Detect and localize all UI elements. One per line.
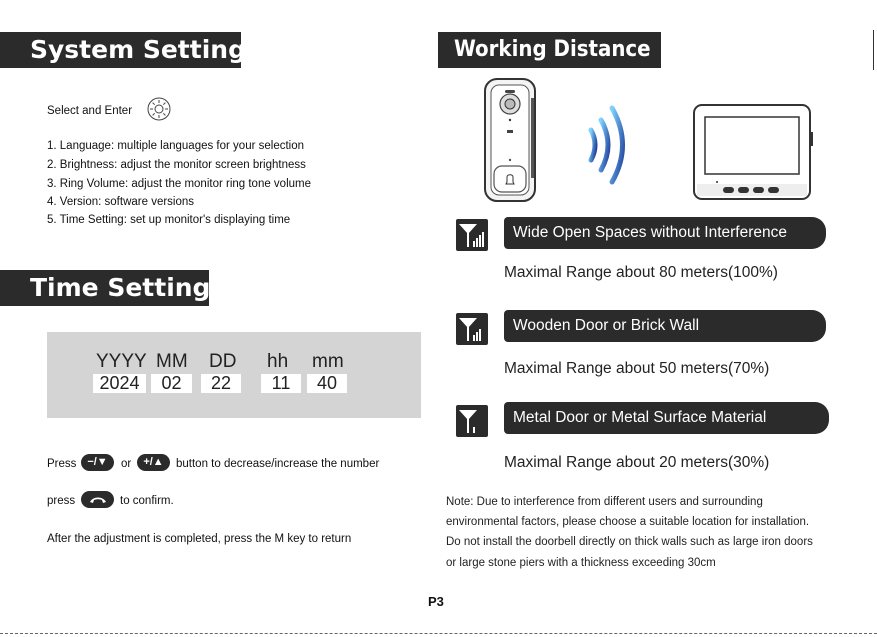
confirm-label: to confirm. (120, 495, 174, 507)
page-number: P3 (428, 594, 444, 609)
note-line-1: Note: Due to interference from different users and surrounding (446, 496, 763, 508)
note-line-4: or large stone piers with a thickness exceeding 30cm (446, 557, 716, 569)
system-setting-header (0, 32, 246, 68)
press-label: Press (47, 458, 77, 470)
settings-knob-icon (147, 97, 171, 121)
hour-label: hh (267, 351, 289, 372)
bottom-dashed-divider (0, 633, 877, 634)
wireless-signal-icon (585, 100, 635, 190)
metal-door-label: Metal Door or Metal Surface Material (504, 402, 829, 434)
note-line-3: Do not install the doorbell directly on thick walls such as large iron doors (446, 536, 813, 548)
year-value: 2024 (93, 374, 146, 393)
plus-up-button-icon: +/▲ (137, 454, 170, 471)
metal-door-range: Maximal Range about 20 meters(30%) (504, 454, 770, 471)
note-line-2: environmental factors, please choose a suitable location for installation. (446, 516, 810, 528)
right-edge-mark (873, 30, 874, 70)
setting-item-version: 4. Version: software versions (47, 196, 195, 208)
setting-item-ring-volume: 3. Ring Volume: adjust the monitor ring tone volume (47, 178, 312, 190)
time-setting-header (0, 270, 209, 306)
wooden-door-range: Maximal Range about 50 meters(70%) (504, 360, 770, 377)
setting-item-time: 5. Time Setting: set up monitor's displaying time (47, 214, 291, 226)
day-label: DD (209, 351, 237, 372)
time-setting-title: Time Setting (30, 273, 211, 302)
wide-open-label: Wide Open Spaces without Interference (504, 217, 826, 249)
wide-open-range: Maximal Range about 80 meters(100%) (504, 264, 778, 281)
minute-value: 40 (307, 374, 347, 393)
month-value: 02 (151, 374, 192, 393)
system-setting-title: System Setting (30, 35, 246, 64)
doorbell-device-icon (484, 78, 536, 202)
signal-low-icon (456, 405, 488, 437)
adjust-instruction: button to decrease/increase the number (176, 458, 380, 470)
day-value: 22 (201, 374, 241, 393)
year-label: YYYY (96, 351, 147, 372)
wooden-door-label: Wooden Door or Brick Wall (504, 310, 826, 342)
month-label: MM (156, 351, 188, 372)
working-distance-title: Working Distance (454, 37, 651, 62)
select-enter-label: Select and Enter (47, 105, 133, 117)
monitor-device-icon (693, 104, 815, 200)
minus-down-button-icon: −/▼ (81, 454, 114, 471)
working-distance-header (438, 32, 661, 68)
signal-full-icon (456, 219, 488, 251)
phone-confirm-button-icon (81, 491, 114, 508)
signal-medium-icon (456, 313, 488, 345)
or-label: or (121, 458, 132, 470)
minute-label: mm (312, 351, 344, 372)
return-instruction: After the adjustment is completed, press the M key to return (47, 533, 352, 545)
time-display-panel (47, 332, 421, 418)
setting-item-brightness: 2. Brightness: adjust the monitor screen brightness (47, 159, 306, 171)
hour-value: 11 (261, 374, 301, 393)
setting-item-language: 1. Language: multiple languages for your selection (47, 140, 305, 152)
press-confirm-label: press (47, 495, 76, 507)
